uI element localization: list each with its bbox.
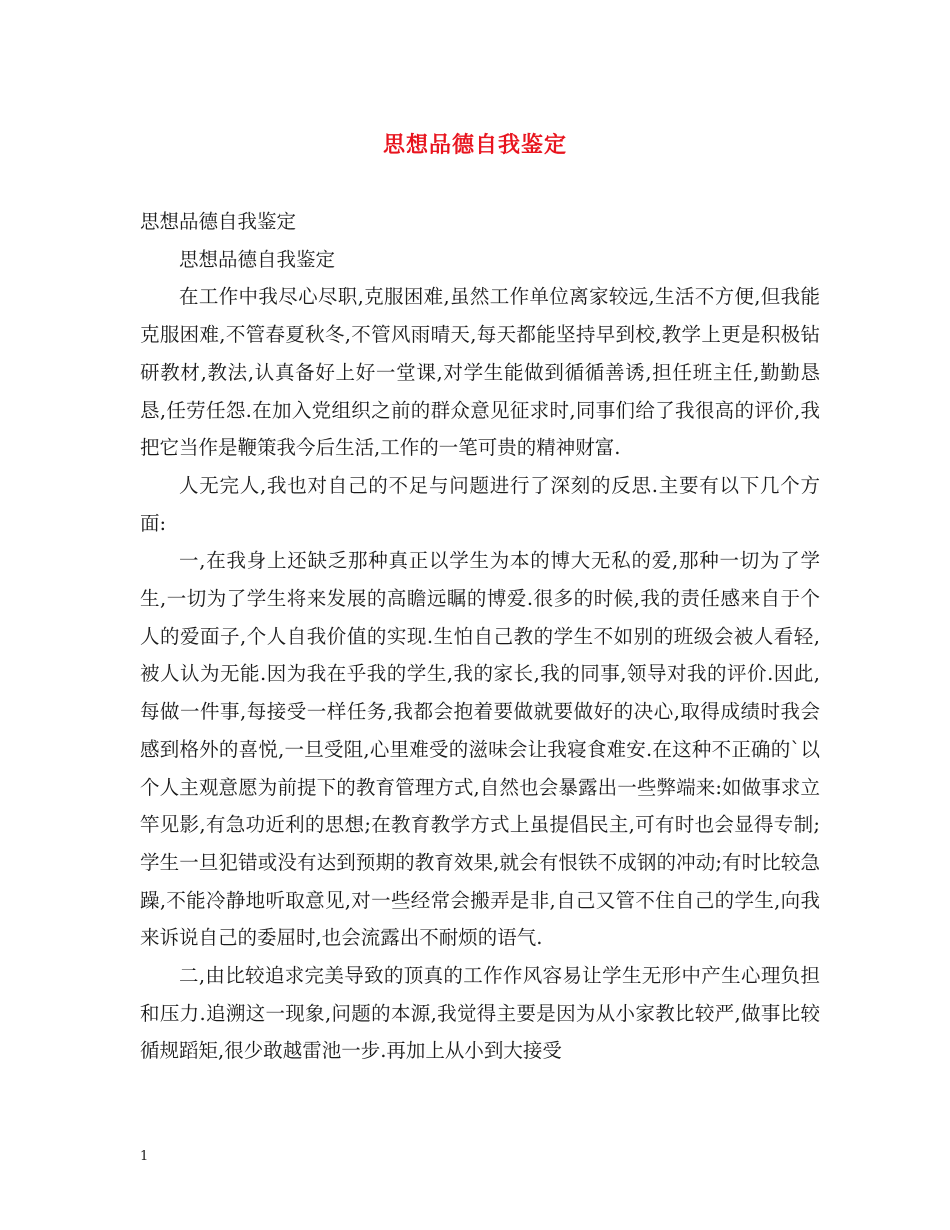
paragraph-point-one: 一,在我身上还缺乏那种真正以学生为本的博大无私的爱,那种一切为了学生,一切为了学生将来发展的高瞻远瞩的博爱.很多的时候,我的责任感来自于个人的爱面子,个人自我价值的实现.生怕自己教的学生不如别的班级会被人看轻,被人认为无能.因为我在乎我的学生,我的家长,我的同事,领导对我的评价.因此,每做一件事,每接受一样任务,我都会抱着要做就要做好的决心,取得成绩时我会感到格外的喜悦,一旦受阻,心里难受的滋味会让我寝食难安.在这种不正确的`以个人主观意愿为前提下的教育管理方式,自然也会暴露出一些弊端来:如做事求立竿见影,有急功近利的思想;在教育教学方式上虽提倡民主,可有时也会显得专制;学生一旦犯错或没有达到预期的教育效果,就会有恨铁不成钢的冲动;有时比较急躁,不能冷静地听取意见,对一些经常会搬弄是非,自己又管不住自己的学生,向我来诉说自己的委屈时,也会流露出不耐烦的语气. (140, 549, 820, 950)
paragraph-heading: 思想品德自我鉴定 (179, 247, 336, 271)
subtitle-line: 思想品德自我鉴定 (140, 210, 297, 233)
paragraph-work-attitude: 在工作中我尽心尽职,克服困难,虽然工作单位离家较远,生活不方便,但我能克服困难,不管春夏秋冬,不管风雨晴天,每天都能坚持早到校,教学上更是积极钻研教材,教法,认真备好上好一堂课,对学生能做到循循善诱,担任班主任,勤勤恳恳,任劳任怨.在加入党组织之前的群众意见征求时,同事们给了我很高的评价,我把它当作是鞭策我今后生活,工作的一笔可贵的精神财富. (140, 285, 820, 460)
paragraph-reflection-intro: 人无完人,我也对自己的不足与问题进行了深刻的反思.主要有以下几个方面: (140, 473, 820, 535)
page-number: 1 (140, 1149, 149, 1164)
document-body (140, 203, 820, 1070)
document-title: 思想品德自我鉴定 (382, 132, 567, 158)
paragraph-point-two: 二,由比较追求完美导致的顶真的工作作风容易让学生无形中产生心理负担和压力.追溯这一现象,问题的本源,我觉得主要是因为从小家教比较严,做事比较循规蹈矩,很少敢越雷池一步.再加上从小到大接受 (140, 964, 820, 1063)
